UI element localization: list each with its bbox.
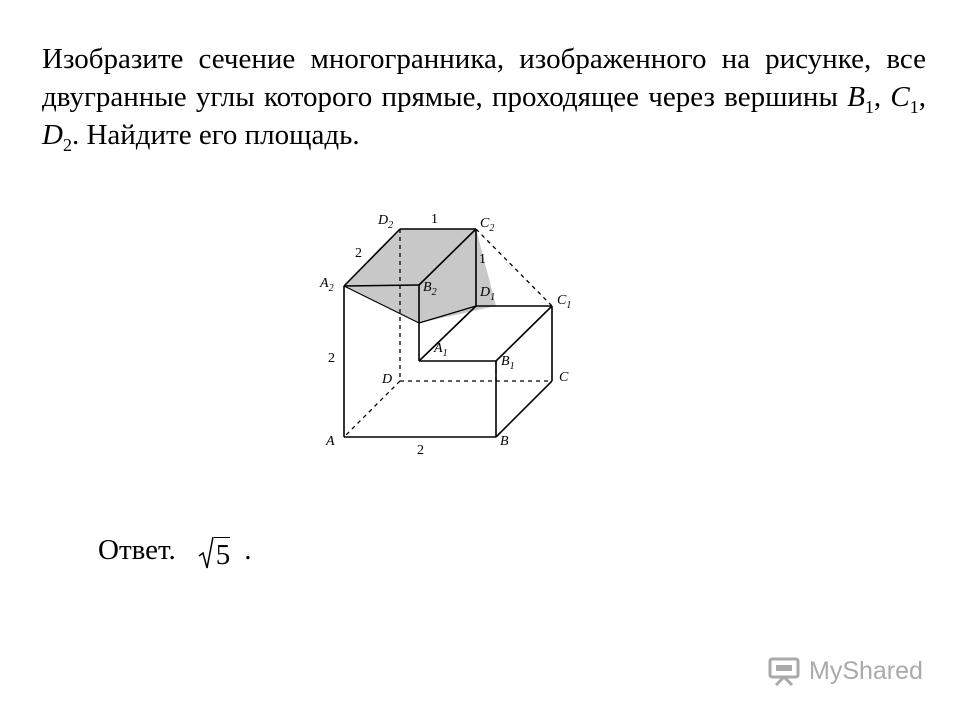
vertex-d2: D	[42, 119, 63, 151]
answer-radicand: 5	[215, 539, 231, 571]
label-d: D	[382, 372, 393, 387]
edge-c1-b1	[496, 306, 552, 361]
separator: ,	[873, 81, 891, 113]
label-c1: $C_1$	[557, 293, 572, 311]
edge-c-b	[496, 381, 552, 437]
answer-line	[98, 530, 252, 570]
problem-text-start: Изобразите сечение многогранника, изображенного на рисунке, все двугранные углы которого прямые, проходящее через вершины	[42, 43, 926, 113]
label-d1: $D_1$	[480, 285, 496, 303]
label-a2: $A_2$	[320, 276, 334, 294]
vertex-b1: B	[847, 81, 865, 113]
watermark-text: MyShared	[809, 656, 923, 685]
label-c2: $C_2$	[480, 216, 495, 234]
watermark	[767, 656, 923, 686]
label-c: C	[559, 370, 569, 385]
problem-statement	[42, 40, 926, 154]
vertex-c1-index: 1	[909, 96, 919, 117]
answer-period: .	[244, 533, 252, 566]
answer-label: Ответ.	[98, 533, 176, 566]
vertex-c1: C	[890, 81, 910, 113]
polyhedron-drawing	[300, 195, 620, 465]
polyhedron-figure	[300, 195, 620, 465]
label-b1: $B_1$	[501, 354, 515, 372]
presentation-board-icon	[767, 656, 801, 686]
hidden-edge-d-a	[344, 381, 400, 437]
label-b: B	[500, 434, 509, 449]
problem-text-end: . Найдите его площадь.	[71, 119, 360, 151]
radical-sign-icon	[198, 536, 214, 570]
length-a-b: 2	[417, 443, 424, 458]
length-c2-d1: 1	[479, 252, 486, 267]
edge-b2-a2	[344, 285, 419, 286]
label-a: A	[326, 434, 335, 449]
separator: ,	[918, 81, 927, 113]
length-a-a2: 2	[328, 351, 335, 366]
label-a1: $A_1$	[434, 341, 448, 359]
length-a2-d2: 2	[355, 246, 362, 261]
answer-root	[198, 530, 231, 570]
length-d2-c2: 1	[431, 212, 438, 227]
label-b2: $B_2$	[423, 280, 437, 298]
vertex-b1-index: 1	[864, 96, 874, 117]
vertex-d2-index: 2	[62, 134, 72, 155]
label-d2: $D_2$	[378, 213, 394, 231]
